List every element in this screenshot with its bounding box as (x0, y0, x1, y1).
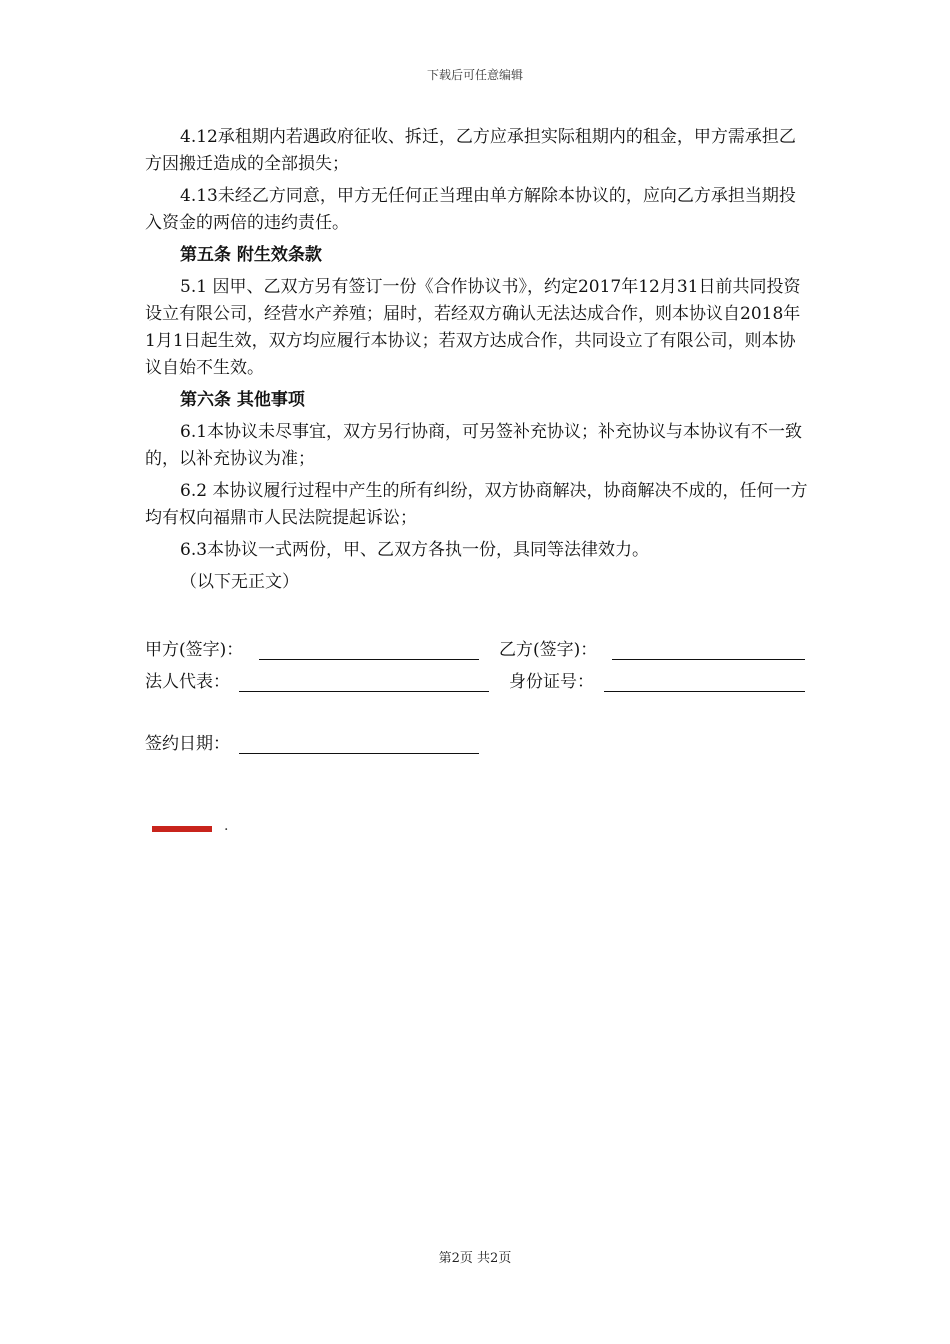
id-number-line[interactable] (604, 691, 805, 692)
clause-4-13: 4.13未经乙方同意，甲方无任何正当理由单方解除本协议的，应向乙方承担当期投入资金的两倍的违约责任。 (145, 186, 796, 233)
legal-rep-label: 法人代表： (145, 672, 230, 692)
signature-row-date (145, 732, 810, 756)
sign-date-label: 签约日期： (145, 734, 230, 754)
document-body (145, 124, 810, 601)
party-a-signature-label: 甲方(签字)： (145, 640, 244, 660)
article-5-heading: 第五条 附生效条款 (180, 245, 322, 265)
sign-date-line[interactable] (239, 753, 479, 754)
clause-5-1: 5.1 因甲、乙双方另有签订一份《合作协议书》，约定2017年12月31日前共同投资设立有限公司，经营水产养殖；届时，若经双方确认无法达成合作，则本协议自2018年1月1日起生效，双方均应履行本协议；若双方达成合作，共同设立了有限公司，则本协议自始不生效。 (145, 277, 801, 378)
article-6-heading: 第六条 其他事项 (180, 390, 305, 410)
party-a-signature-line[interactable] (259, 659, 479, 660)
page-footer: 第2页 共2页 (438, 1251, 512, 1266)
clause-6-1: 6.1本协议未尽事宜，双方另行协商，可另签补充协议；补充协议与本协议有不一致的，以补充协议为准； (145, 422, 803, 469)
party-b-signature-label: 乙方(签字)： (499, 640, 598, 660)
clause-6-2: 6.2 本协议履行过程中产生的所有纠纷，双方协商解决，协商解决不成的，任何一方均有权向福鼎市人民法院提起诉讼； (145, 481, 808, 528)
red-mark (152, 826, 212, 832)
signature-row-representatives (145, 670, 810, 694)
party-b-signature-line[interactable] (612, 659, 805, 660)
clause-4-12: 4.12承租期内若遇政府征收、拆迁，乙方应承担实际租期内的租金，甲方需承担乙方因搬迁造成的全部损失； (145, 127, 796, 174)
page-header: 下载后可任意编辑 (426, 68, 523, 82)
signature-row-parties (145, 638, 810, 662)
end-of-text-note: （以下无正文） (180, 572, 299, 592)
mark-dot: . (224, 818, 229, 834)
clause-6-3: 6.3本协议一式两份，甲、乙双方各执一份，具同等法律效力。 (180, 540, 650, 560)
id-number-label: 身份证号： (509, 672, 594, 692)
legal-rep-line[interactable] (239, 691, 489, 692)
